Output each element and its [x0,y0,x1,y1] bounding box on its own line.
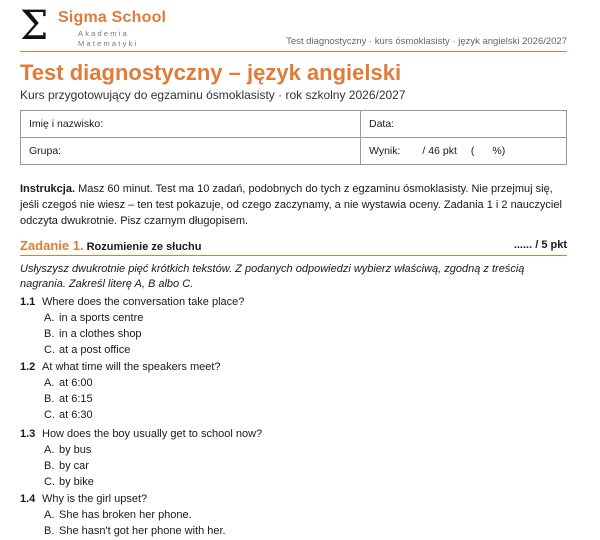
question-text: How does the boy usually get to school now? [42,428,263,440]
page-subtitle: Kurs przygotowujący do egzaminu ósmoklasisty · rok szkolny 2026/2027 [20,88,406,102]
option-text: by car [59,460,89,472]
instruction-text: Masz 60 minut. Test ma 10 zadań, podobnych do tych z egzaminu ósmoklasisty. Nie przejmuj się, jeśli czegoś nie wiesz – ten test pokazuje, od czego zaczynamy, a nie wystawia oceny. Zadania 1 i 2 nauczyciel odczyta dwukrotnie. Pisz czarnym długopisem. [20,183,562,227]
question-text: At what time will the speakers meet? [42,361,221,373]
option-text: at 6:15 [59,393,93,405]
option-letter: A. [44,509,55,521]
question-number: 1.3 [20,428,36,440]
option-letter: A. [44,444,55,456]
task1-header [20,237,567,256]
option-letter: C. [44,344,55,356]
score-label: Wynik: [369,145,401,157]
question-1-2 [20,359,572,423]
option-text: in a clothes shop [59,328,142,340]
question-1-4 [20,491,572,539]
task1-instruction: Usłyszysz dwukrotnie pięć krótkich tekstów. Z podanych odpowiedzi wybierz właściwą, zgodną z treścią nagrania. Zakreśl literę A, B albo C. [20,263,525,290]
student-info-table [20,110,567,165]
question-number: 1.4 [20,493,36,505]
score-percent-close: %) [492,145,506,157]
page-header [20,3,567,52]
option-letter: B. [44,328,55,340]
question-line [20,359,572,375]
task1-number: Zadanie 1. [20,238,84,253]
question-1-1 [20,294,572,358]
instruction-paragraph [20,181,572,229]
school-name: Sigma School [58,9,167,26]
date-label: Data: [369,118,395,130]
date-cell[interactable] [361,111,567,138]
option-letter: C. [44,476,55,488]
option-letter: B. [44,460,55,472]
question-number: 1.2 [20,361,36,373]
name-label: Imię i nazwisko: [29,118,104,130]
school-subtitle-line2: Matematyki [78,39,139,48]
answer-option[interactable] [20,442,572,458]
task1-title: Rozumienie ze słuchu [86,241,202,253]
answer-option[interactable] [20,474,572,490]
option-text: at a post office [59,344,131,356]
answer-option[interactable] [20,507,572,523]
question-text: Why is the girl upset? [42,493,148,505]
question-line [20,491,572,507]
task1-points: ...... / 5 pkt [513,239,567,251]
instruction-lead: Instrukcja. [20,183,76,195]
table-row [21,111,567,138]
question-1-3 [20,426,572,490]
score-points: / 46 pkt [422,145,457,157]
option-text: She hasn't got her phone with her. [59,525,226,537]
option-letter: B. [44,525,55,537]
option-text: at 6:00 [59,377,93,389]
page-title: Test diagnostyczny – język angielski [20,60,402,85]
score-percent-open: ( [470,145,475,157]
answer-option[interactable] [20,391,572,407]
question-number: 1.1 [20,296,36,308]
school-subtitle-line1: Akademia [78,29,129,38]
answer-option[interactable] [20,458,572,474]
option-letter: A. [44,312,55,324]
option-letter: A. [44,377,55,389]
score-cell[interactable] [361,138,567,165]
option-letter: C. [44,409,55,421]
question-line [20,294,572,310]
answer-option[interactable] [20,407,572,423]
option-text: by bus [59,444,92,456]
option-text: She has broken her phone. [59,509,192,521]
question-line [20,426,572,442]
sigma-logo-icon: Σ [20,3,49,49]
option-text: at 6:30 [59,409,93,421]
header-caption: Test diagnostyczny · kurs ósmoklasisty · język angielski 2026/2027 [286,36,567,47]
answer-option[interactable] [20,342,572,358]
answer-option[interactable] [20,310,572,326]
answer-option[interactable] [20,375,572,391]
table-row [21,138,567,165]
group-label: Grupa: [29,145,62,157]
option-letter: B. [44,393,55,405]
group-cell[interactable] [21,138,361,165]
name-cell[interactable] [21,111,361,138]
answer-option[interactable] [20,523,572,539]
question-text: Where does the conversation take place? [42,296,245,308]
option-text: in a sports centre [59,312,144,324]
option-text: by bike [59,476,94,488]
answer-option[interactable] [20,326,572,342]
